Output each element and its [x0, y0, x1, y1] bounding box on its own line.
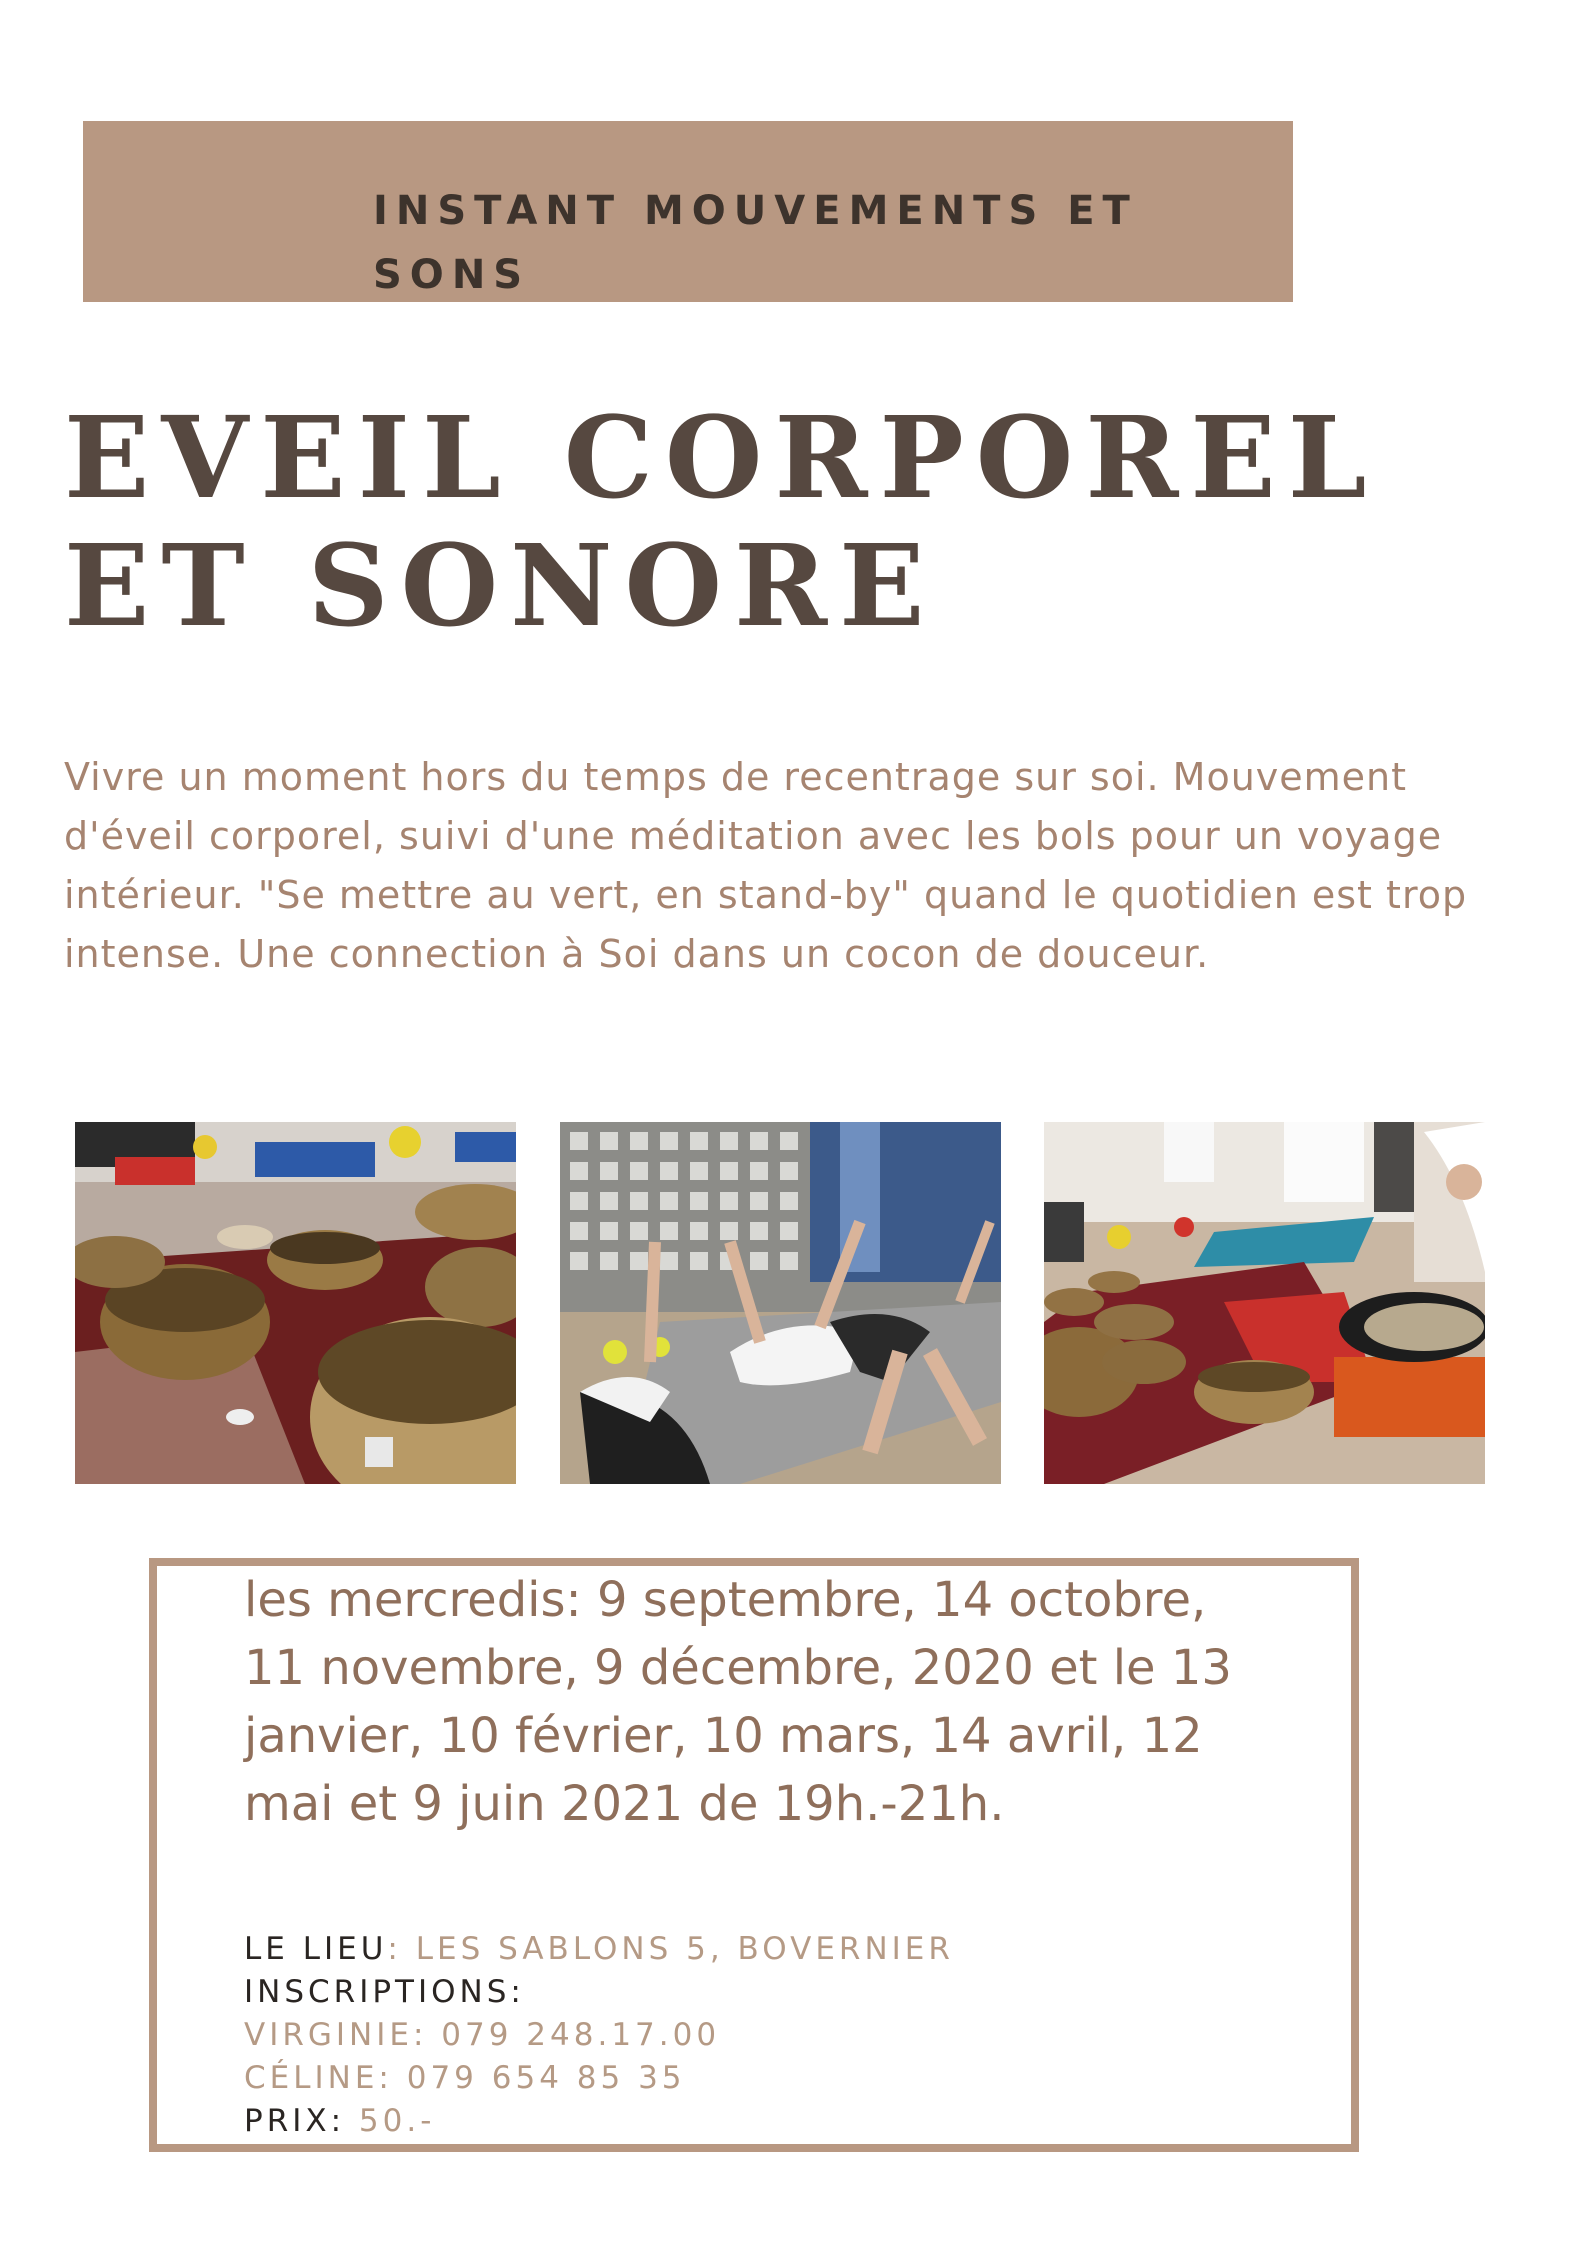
- contact-celine-text: CÉLINE: 079 654 85 35: [244, 2060, 686, 2096]
- photo-floor-exercise: [560, 1122, 1001, 1484]
- registration-label: INSCRIPTIONS:: [244, 1974, 525, 2010]
- header-banner: [83, 121, 1293, 302]
- price-value: 50.-: [358, 2103, 436, 2139]
- banner-heading: INSTANT MOUVEMENTS ET SONS: [373, 188, 1138, 298]
- schedule-info-box: [149, 1558, 1359, 2152]
- schedule-dates: les mercredis: 9 septembre, 14 octobre, 11 novembre, 9 décembre, 2020 et le 13 janvier, 10 février, 10 mars, 14 avril, 12 mai et 9 juin 2021 de 19h.-21h.: [244, 1572, 1232, 1832]
- photo-singing-bowls: [75, 1122, 516, 1484]
- location-label: LE LIEU: [244, 1931, 388, 1967]
- contact-virginie: [244, 2014, 1244, 2057]
- location-row: [244, 1928, 1244, 1971]
- price-row: [244, 2100, 1244, 2143]
- event-description: Vivre un moment hors du temps de recentrage sur soi. Mouvement d'éveil corporel, suivi d'une méditation avec les bols pour un voyage intérieur. "Se mettre au vert, en stand-by" quand le quotidien est trop intense. Une connection à Soi dans un cocon de douceur.: [64, 755, 1468, 976]
- page-title: EVEIL CORPOREL ET SONORE: [64, 393, 1379, 652]
- contact-details: [244, 1928, 1244, 2143]
- registration-row: [244, 1971, 1244, 2014]
- photo-bowls-room: [1044, 1122, 1485, 1484]
- price-label: PRIX:: [244, 2103, 359, 2139]
- contact-virginie-text: VIRGINIE: 079 248.17.00: [244, 2017, 721, 2053]
- location-value: : LES SABLONS 5, BOVERNIER: [387, 1931, 954, 1967]
- contact-celine: [244, 2057, 1244, 2100]
